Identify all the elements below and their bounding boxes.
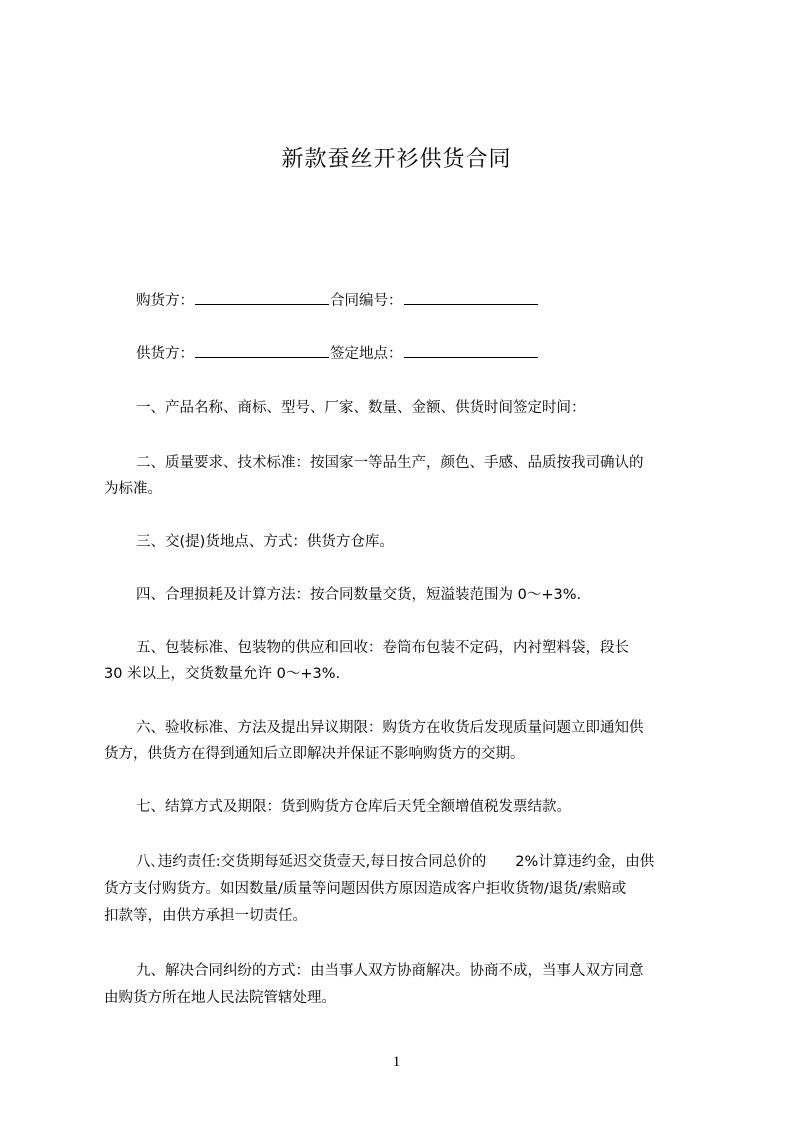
contract-no-label: 合同编号： (330, 293, 403, 309)
supplier-row (104, 341, 736, 367)
contract-no-blank (404, 290, 538, 305)
sign-place-blank (404, 343, 538, 358)
clause-5-line-2: 30 米以上，交货数量允许 0～+3%. (104, 666, 341, 682)
clause-8-line-3: 扣款等，由供方承担一切责任。 (104, 908, 307, 924)
sign-place-label: 签定地点： (330, 346, 403, 362)
clause-8-line-2: 货方支付购货方。如因数量/质量等问题因供方原因造成客户拒收货物/退货/索赔或 (104, 881, 627, 897)
clause-9-line-1: 九、解决合同纠纷的方式：由当事人双方协商解决。协商不成，当事人双方同意 (136, 963, 644, 979)
clause-8-line-1: 八､违约责任:交货期每延迟交货壹天,每日按合同总价的 2%计算违约金，由供 (136, 854, 655, 870)
buyer-blank (195, 290, 329, 305)
page-number: 1 (392, 1054, 401, 1070)
supplier-blank (195, 343, 329, 358)
clause-6-line-1: 六、验收标准、方法及提出异议期限：购货方在收货后发现质量问题立即通知供 (136, 720, 644, 736)
clause-1: 一、产品名称、商标、型号、厂家、数量、金额、供货时间签定时间： (136, 400, 586, 416)
clause-7: 七、结算方式及期限：货到购货方仓库后天凭全额增值税发票结款。 (136, 799, 571, 815)
document-title: 新款蚕丝开衫供货合同 (281, 147, 512, 172)
clause-5-line-1: 五、包装标准、包装物的供应和回收：卷筒布包装不定码，内衬塑料袋，段长 (136, 640, 629, 656)
clause-9-line-2: 由购货方所在地人民法院管辖处理。 (104, 990, 336, 1006)
supplier-label: 供货方： (136, 346, 194, 362)
buyer-label: 购货方： (136, 293, 194, 309)
clause-3: 三、交(提)货地点、方式：供货方仓库。 (136, 534, 394, 550)
clause-4: 四、合理损耗及计算方法：按合同数量交货，短溢装范围为 0～+3%. (136, 587, 582, 603)
clause-2-line-2: 为标准。 (104, 481, 162, 497)
clause-2-line-1: 二、质量要求、技术标准：按国家一等品生产，颜色、手感、品质按我司确认的 (136, 455, 644, 471)
buyer-row (104, 288, 736, 314)
clause-6-line-2: 货方，供货方在得到通知后立即解决并保证不影响购货方的交期。 (104, 746, 525, 762)
